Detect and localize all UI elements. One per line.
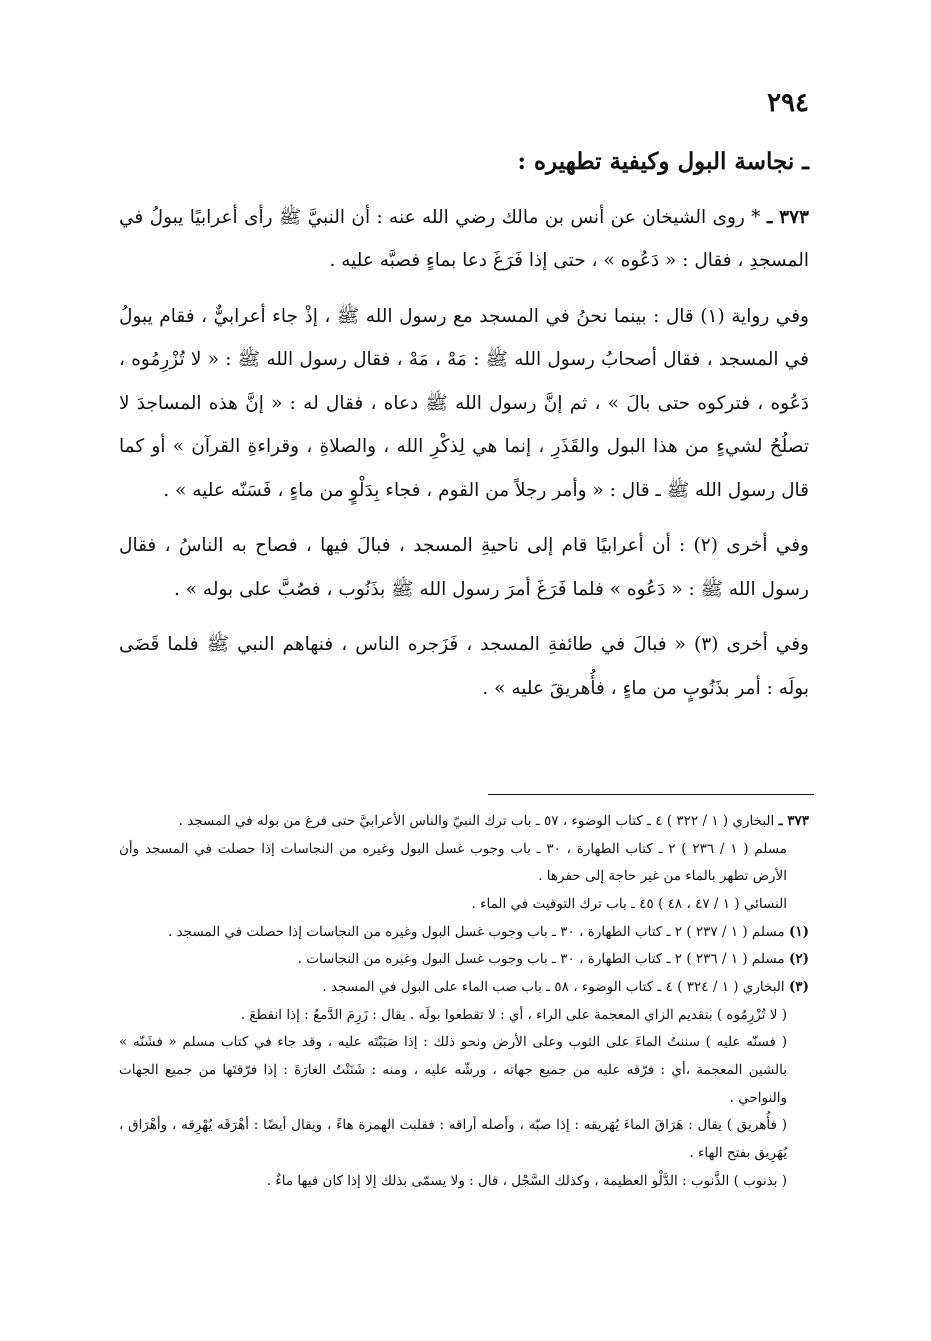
footnote-373-muslim: مسلم ( ١ / ٢٣٦ ) ٢ ـ كتاب الطهارة ، ٣٠ ـ باب وجوب غسل البول وغيره من النجاسات إذا حصلت في المسجد وأن الأرض تطهر بالماء من غير حاجة إلى حفرها .	[119, 840, 787, 885]
glossary-fauhriqa: ( فأُهريق ) يقال : هَرَاقَ الماءَ يُهَريقه : إذا صبّه ، وأصله أراقه : فقلبت الهمزة هاءً ، ويقال أيضًا : أهْرَقَه يُهْرِقه ، وأهْرَاق ، يُهَرِيق بفتح الهاء .	[119, 1117, 787, 1162]
footnotes	[119, 808, 809, 1195]
footnote-2-number: (٢)	[788, 951, 809, 968]
hadith-number: ٣٧٣ ـ	[766, 207, 809, 228]
riwaya-3-paragraph: وفي أخرى (٣) « فبالَ في طائفةِ المسجد ، فَزَجره الناس ، فنهاهم النبي ﷺ فلما قَضَى بولَه : أمر بذَنُوبٍ من ماءٍ ، فأُهريقَ عليه » .	[119, 634, 809, 699]
footnote-373-nasai: النسائي ( ١ / ٤٧ ، ٤٨ ) ٤٥ ـ باب ترك التوقيت في الماء .	[471, 896, 787, 913]
footnote-1-text: مسلم ( ١ / ٢٣٧ ) ٢ ـ كتاب الطهارة ، ٣٠ ـ باب وجوب غسل البول وغيره من النجاسات إذا حصلت في المسجد .	[167, 923, 785, 940]
footnote-3-number: (٣)	[788, 979, 809, 996]
footnote-divider	[488, 794, 814, 795]
hadith-intro-text: * روى الشيخان عن أنس بن مالك رضي الله عنه : أن النبيَّ ﷺ رأى أعرابيًا يبولُ في المسجدِ ، فقال : « دَعُوه » ، حتى إذا فَرَغَ دعا بماءٍ فصبَّه عليه .	[119, 207, 809, 272]
riwaya-1-paragraph: وفي رواية (١) قال : بينما نحنُ في المسجد مع رسول الله ﷺ ، إذْ جاء أعرابيٌّ ، فقام يبولُ في المسجد ، فقال أصحابُ رسول الله ﷺ : مَهْ ، مَهْ ، فقال رسول الله ﷺ : « لا تُزْرِمُوه ، دَعُوه ، فتركوه حتى بالَ » ، ثم إنَّ رسول الله ﷺ دعاه ، فقال له : « إنَّ هذه المساجدَ لا تصلُحُ لشيءٍ من هذا البول والقَذَرِ ، إنما هي لِذكْرِ الله ، والصلاةِ ، وقراءةِ القرآن » أو كما قال رسول الله ﷺ ـ قال : « وأمر رجلاً من القوم ، فجاء بِدَلْوٍ من ماءٍ ، فَسَنّه عليه » .	[119, 305, 809, 501]
footnote-1-number: (١)	[788, 923, 809, 940]
footnote-373-bukhari: البخاري ( ١ / ٣٢٢ ) ٤ ـ كتاب الوضوء ، ٥٧ ـ باب ترك النبيّ والناس الأعرابيَّ حتى فرغ من بوله في المسجد .	[178, 813, 775, 829]
footnote-1	[119, 919, 809, 947]
footnote-3-text: البخاري ( ١ / ٣٢٤ ) ٤ ـ كتاب الوضوء ، ٥٨ ـ باب صب الماء على البول في المسجد .	[322, 979, 785, 996]
hadith-body	[119, 196, 809, 722]
footnote-3	[119, 974, 809, 1002]
glossary-fasannahu: ( فسنّه عليه ) سننتُ الماءَ على الثوب وعلى الأرض ونحو ذلك : إذا صَبَبْتَه عليه ، وقد جاء في كتاب مسلم « فشَنّه » بالشين المعجمة ،أي : فرّقه عليه من جميع جهاته ، ورشّه عليه ، ومنه : شَنَنْتُ الغارَةَ : إذا فرّقتَها من جميع الجهات والنواحي .	[119, 1034, 787, 1106]
glossary-la-tuzrimuhu: ( لا تُزْرِمُوه ) بتقديم الزاي المعجمة على الراء ، أي : لا تقطعوا بولَه . يقال : زَرِمَ الدَّمعُ : إذا انقطعَ .	[240, 1006, 787, 1023]
section-title: ـ نجاسة البول وكيفية تطهيره :	[517, 148, 809, 175]
hadith-intro-paragraph	[119, 196, 809, 283]
riwaya-2-paragraph: وفي أخرى (٢) : أن أعرابيًا قام إلى ناحيةِ المسجد ، فبالَ فيها ، فصاح به الناسُ ، فقال رسول الله ﷺ : « دَعُوه » فلما فَرَغَ أمرَ رسول الله ﷺ بذَنُوب ، فصُبَّ على بوله » .	[119, 535, 809, 600]
footnote-373	[119, 808, 809, 836]
page-number: ٢٩٤	[767, 88, 809, 118]
footnote-2	[119, 946, 809, 974]
glossary-bidhanub: ( بذنوب ) الذَّنوب : الدَّلْو العظيمة ، وكذلك السَّجْل ، قال : ولا يسمّى بذلك إلا إذا كان فيها ماءٌ .	[266, 1172, 787, 1189]
footnote-373-number: ٣٧٣ ـ	[778, 813, 809, 829]
footnote-2-text: مسلم ( ١ / ٢٣٦ ) ٢ ـ كتاب الطهارة ، ٣٠ ـ باب وجوب غسل البول وغيره من النجاسات .	[297, 951, 785, 968]
